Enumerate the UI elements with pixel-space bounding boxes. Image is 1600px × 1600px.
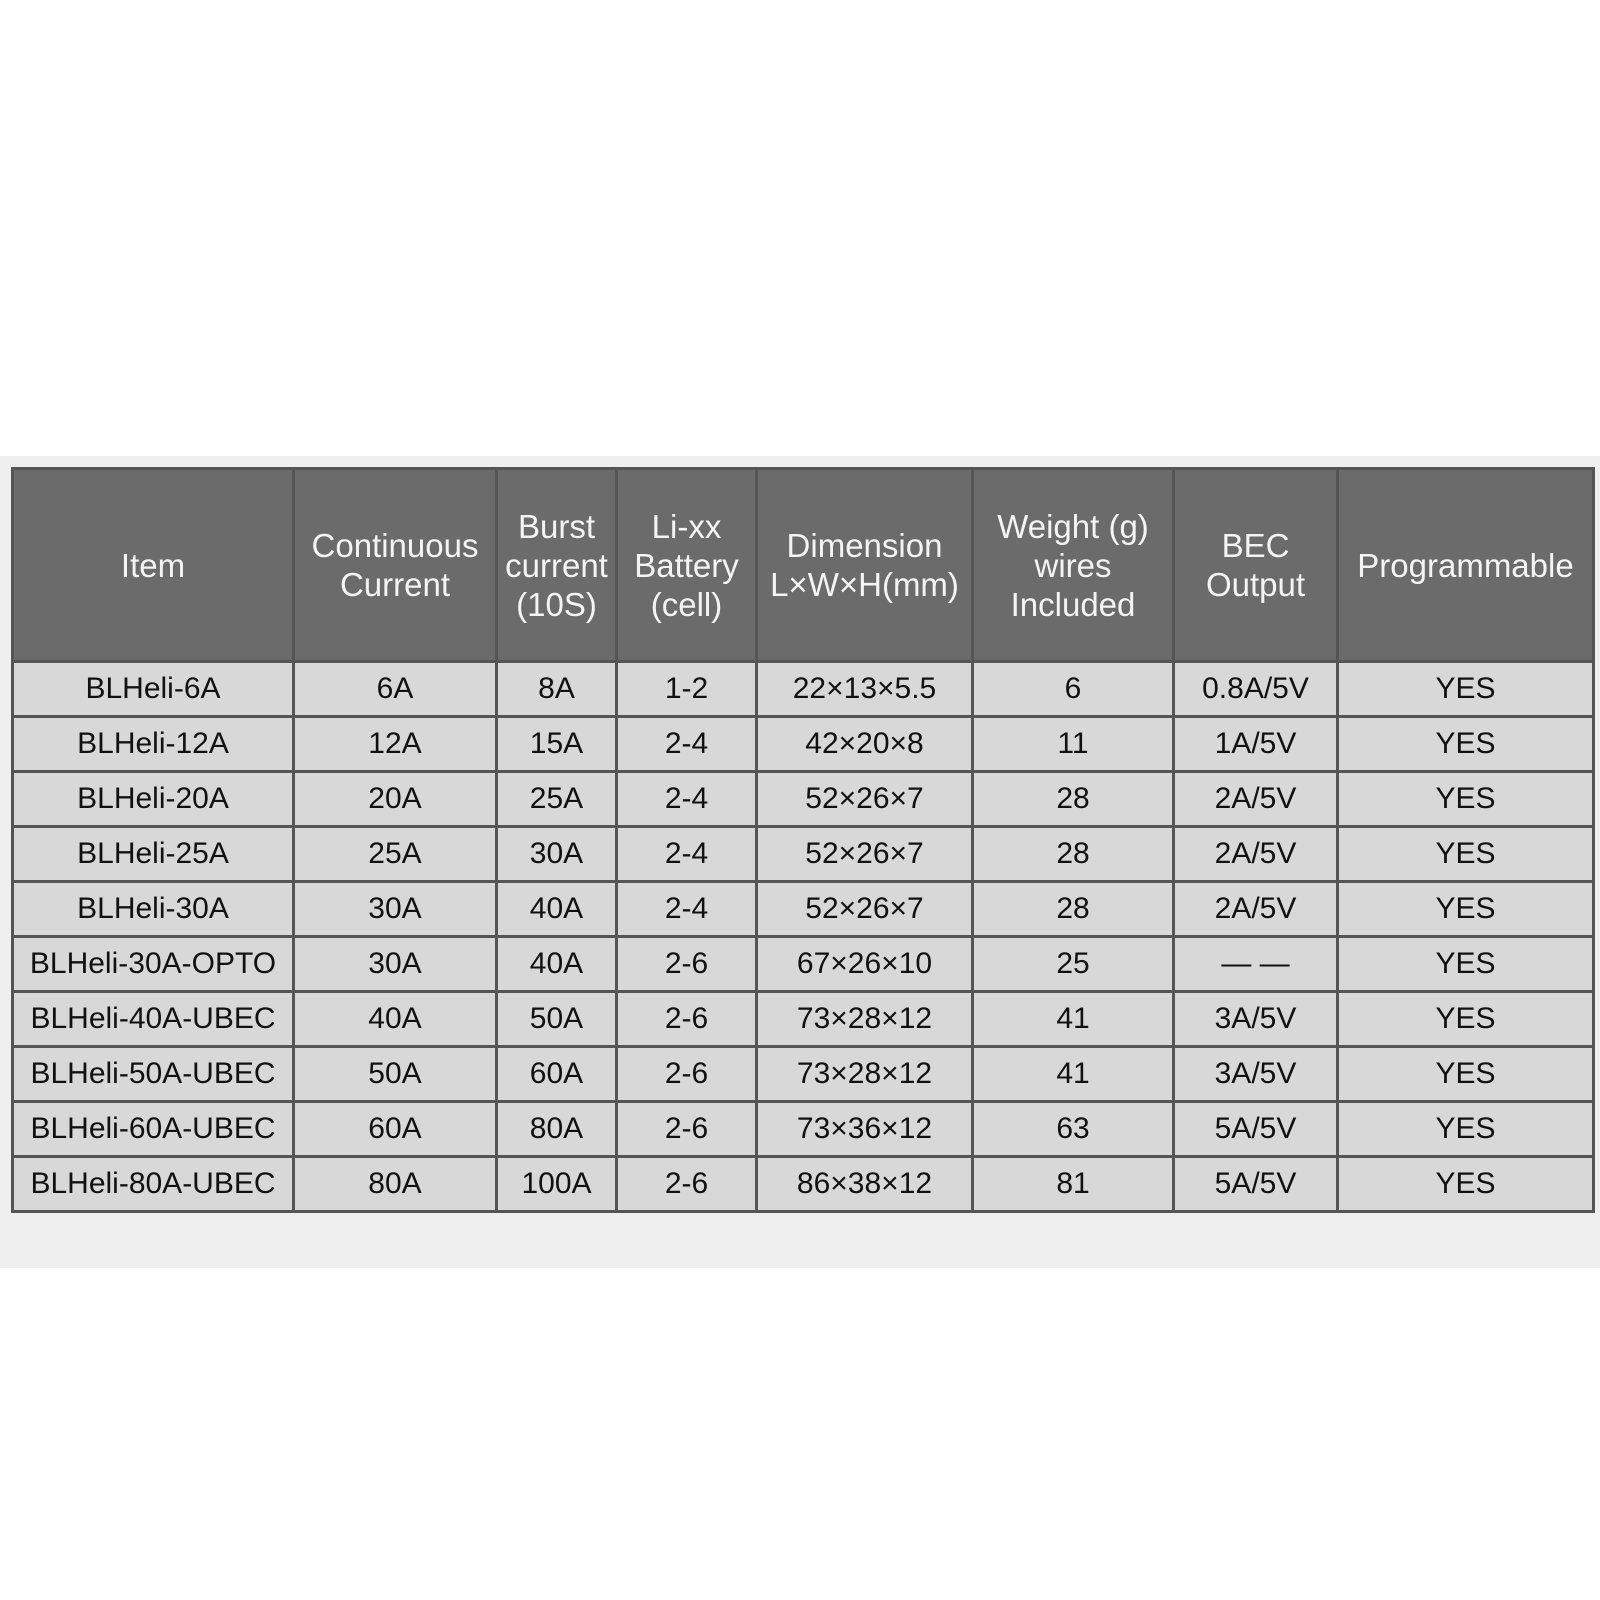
column-header-continuous-current [294,469,497,662]
cell-dimension: 67×26×10 [757,937,973,992]
cell-continuous-current: 50A [294,1047,497,1102]
cell-battery-cells: 2-6 [617,937,757,992]
cell-dimension: 73×28×12 [757,992,973,1047]
column-header-line: Continuous [311,527,479,564]
column-header-line: Weight (g) [997,507,1149,545]
table-row [13,1047,1594,1102]
cell-burst-current: 8A [497,662,617,717]
table-row [13,992,1594,1047]
cell-programmable: YES [1338,937,1594,992]
cell-bec-output: — — [1174,937,1338,992]
column-header-line: wires [1034,546,1112,584]
cell-burst-current: 30A [497,827,617,882]
column-header-item [13,469,294,662]
cell-item: BLHeli-6A [13,662,294,717]
table-body [13,662,1594,1212]
cell-bec-output: 5A/5V [1174,1157,1338,1212]
column-header-line: Programmable [1357,546,1574,584]
table-row [13,772,1594,827]
cell-continuous-current: 80A [294,1157,497,1212]
cell-item: BLHeli-30A-OPTO [13,937,294,992]
column-header-line: current [505,546,608,584]
cell-dimension: 73×36×12 [757,1102,973,1157]
cell-item: BLHeli-30A [13,882,294,937]
esc-spec-table [11,467,1595,1213]
cell-programmable: YES [1338,717,1594,772]
cell-item: BLHeli-25A [13,827,294,882]
cell-battery-cells: 1-2 [617,662,757,717]
cell-programmable: YES [1338,882,1594,937]
cell-dimension: 42×20×8 [757,717,973,772]
column-header-line: Battery [634,546,739,584]
cell-burst-current: 40A [497,937,617,992]
column-header-line: Output [1205,566,1306,603]
cell-continuous-current: 20A [294,772,497,827]
cell-programmable: YES [1338,1157,1594,1212]
column-header-line: Burst [517,507,596,545]
cell-dimension: 52×26×7 [757,827,973,882]
cell-item: BLHeli-50A-UBEC [13,1047,294,1102]
table-row [13,717,1594,772]
cell-weight: 28 [973,882,1174,937]
table-row [13,1157,1594,1212]
column-header-programmable [1338,469,1594,662]
cell-continuous-current: 30A [294,882,497,937]
cell-programmable: YES [1338,827,1594,882]
cell-battery-cells: 2-4 [617,772,757,827]
cell-continuous-current: 6A [294,662,497,717]
cell-bec-output: 3A/5V [1174,992,1338,1047]
header-row [13,469,1594,662]
cell-bec-output: 3A/5V [1174,1047,1338,1102]
column-header-dimension [757,469,973,662]
table-row [13,882,1594,937]
cell-weight: 41 [973,1047,1174,1102]
cell-continuous-current: 60A [294,1102,497,1157]
column-header-line: (cell) [650,585,723,623]
cell-item: BLHeli-20A [13,772,294,827]
column-header-line: (10S) [516,585,597,623]
cell-battery-cells: 2-6 [617,1102,757,1157]
cell-weight: 28 [973,772,1174,827]
cell-continuous-current: 12A [294,717,497,772]
cell-continuous-current: 40A [294,992,497,1047]
cell-weight: 25 [973,937,1174,992]
column-header-line: Included [1010,585,1136,623]
column-header-line: L×W×H(mm) [770,566,959,603]
cell-item: BLHeli-12A [13,717,294,772]
cell-continuous-current: 30A [294,937,497,992]
cell-bec-output: 5A/5V [1174,1102,1338,1157]
column-header-battery-cells [617,469,757,662]
cell-programmable: YES [1338,1047,1594,1102]
cell-item: BLHeli-40A-UBEC [13,992,294,1047]
column-header-line: BEC [1221,527,1290,564]
cell-dimension: 22×13×5.5 [757,662,973,717]
cell-burst-current: 40A [497,882,617,937]
cell-programmable: YES [1338,1102,1594,1157]
column-header-line: Item [120,546,186,584]
cell-bec-output: 2A/5V [1174,882,1338,937]
cell-bec-output: 1A/5V [1174,717,1338,772]
cell-programmable: YES [1338,992,1594,1047]
cell-burst-current: 60A [497,1047,617,1102]
cell-weight: 63 [973,1102,1174,1157]
cell-item: BLHeli-80A-UBEC [13,1157,294,1212]
table-row [13,827,1594,882]
cell-programmable: YES [1338,772,1594,827]
cell-battery-cells: 2-4 [617,827,757,882]
cell-item: BLHeli-60A-UBEC [13,1102,294,1157]
column-header-weight [973,469,1174,662]
cell-burst-current: 15A [497,717,617,772]
column-header-line: Dimension [786,527,943,564]
cell-dimension: 73×28×12 [757,1047,973,1102]
cell-dimension: 52×26×7 [757,882,973,937]
cell-burst-current: 80A [497,1102,617,1157]
cell-battery-cells: 2-4 [617,717,757,772]
cell-burst-current: 100A [497,1157,617,1212]
column-header-burst-current [497,469,617,662]
cell-bec-output: 2A/5V [1174,827,1338,882]
cell-bec-output: 2A/5V [1174,772,1338,827]
column-header-line: Li-xx [651,507,722,545]
cell-weight: 6 [973,662,1174,717]
cell-bec-output: 0.8A/5V [1174,662,1338,717]
column-header-line: Current [339,566,451,603]
cell-burst-current: 50A [497,992,617,1047]
cell-battery-cells: 2-4 [617,882,757,937]
table-row [13,937,1594,992]
cell-continuous-current: 25A [294,827,497,882]
cell-weight: 28 [973,827,1174,882]
column-header-bec-output [1174,469,1338,662]
table-row [13,662,1594,717]
cell-battery-cells: 2-6 [617,1047,757,1102]
cell-weight: 41 [973,992,1174,1047]
table-row [13,1102,1594,1157]
cell-weight: 81 [973,1157,1174,1212]
cell-dimension: 86×38×12 [757,1157,973,1212]
cell-battery-cells: 2-6 [617,1157,757,1212]
cell-battery-cells: 2-6 [617,992,757,1047]
cell-programmable: YES [1338,662,1594,717]
cell-burst-current: 25A [497,772,617,827]
cell-weight: 11 [973,717,1174,772]
cell-dimension: 52×26×7 [757,772,973,827]
